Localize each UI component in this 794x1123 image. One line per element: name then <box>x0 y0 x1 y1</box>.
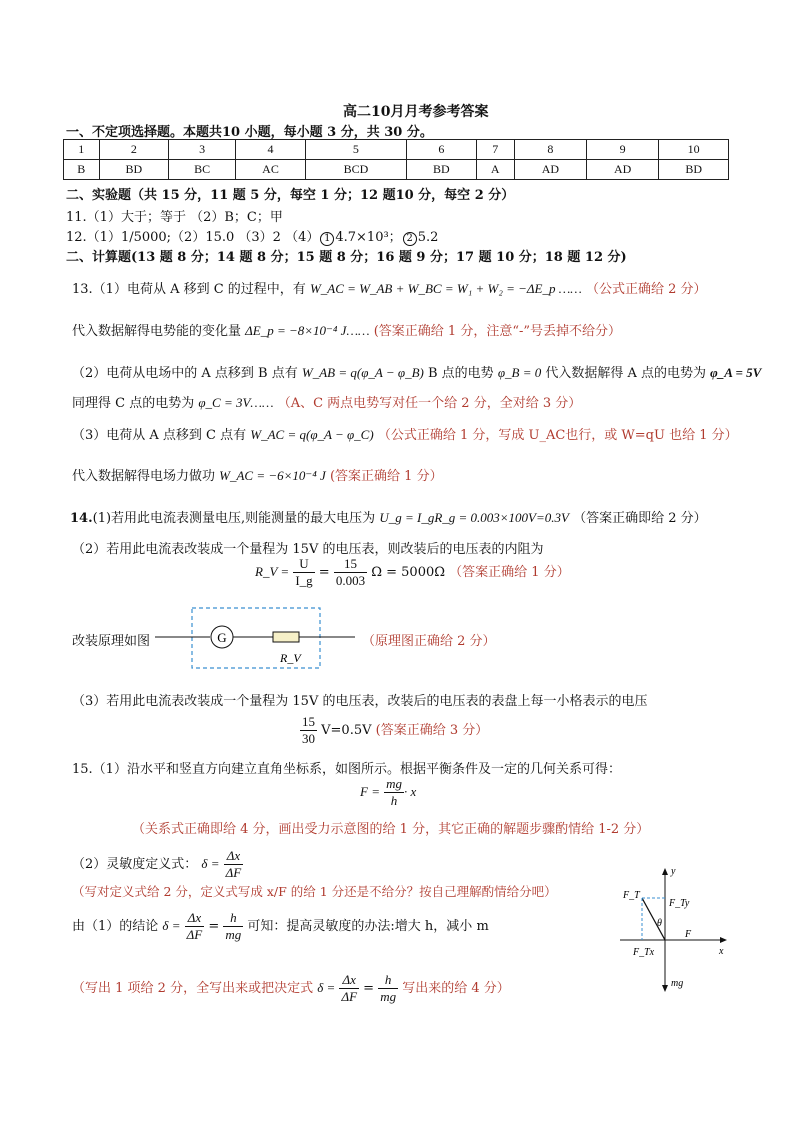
table-cell: AD <box>587 160 659 180</box>
section-2-heading: 二、实验题（共 15 分，11 题 5 分，每空 1 分；12 题10 分，每空 2 分） <box>66 188 515 203</box>
tension-x-label: F_Tx <box>633 947 655 958</box>
q14-line-1 <box>70 507 707 526</box>
page-title: 高二10月月考参考答案 <box>343 104 489 120</box>
q15-line-4: （写出 1 项给 2 分，全写出来或把决定式 δ = $\frac{\Delta x}{\Delta F}$ = $\frac{h}{mg}$ 写出来的给 4 分） <box>72 972 510 1004</box>
denominator: 30 <box>302 731 315 746</box>
q13-line-4 <box>72 392 581 411</box>
table-cell: B <box>64 160 100 180</box>
section-1-heading: 一、不定项选择题。本题共10 小题，每小题 3 分，共 30 分。 <box>66 125 433 140</box>
q13-line-3 <box>72 362 761 381</box>
table-cell: 5 <box>305 140 406 160</box>
answer-table <box>63 139 729 180</box>
equation: U_g = I_gR_g = 0.003×100V=0.3V <box>379 510 569 525</box>
table-cell: BD <box>99 160 169 180</box>
fraction <box>224 848 244 881</box>
circled-number: 1 <box>320 232 334 246</box>
text: B 点的电势 <box>427 366 494 381</box>
circuit-diagram <box>155 605 355 671</box>
resistor-label: R_V <box>280 651 301 665</box>
numerator: 15 <box>302 714 315 729</box>
scoring-note: (答案正确给 1 分） <box>329 469 443 484</box>
arrow-down-icon <box>662 985 668 992</box>
denominator: 0.003 <box>335 573 366 588</box>
table-header-row <box>64 140 729 160</box>
table-cell: AC <box>236 160 306 180</box>
text: （2）灵敏度定义式： <box>72 857 198 872</box>
scoring-note: （关系式正确即给 4 分，画出受力示意图的给 1 分，其它正确的解题步骤酌情给 1-2 分） <box>132 822 650 837</box>
q14-formula-2 <box>300 714 488 747</box>
scoring-note: （A、C 两点电势写对任一个给 2 分，全对给 3 分） <box>277 396 582 411</box>
q12-answer <box>66 226 438 246</box>
question-number: 14. <box>70 511 93 526</box>
q13-line-5 <box>72 424 738 443</box>
table-cell: 7 <box>476 140 514 160</box>
equation: W_AC = −6×10⁻⁴ J <box>219 468 326 483</box>
fraction <box>334 556 367 589</box>
equation: R_V = <box>255 564 290 579</box>
text: 13.（1）电荷从 A 移到 C 的过程中，有 <box>72 282 306 297</box>
fraction <box>300 714 317 747</box>
q15-formula-1 <box>360 776 416 809</box>
numerator: Δx <box>339 972 359 989</box>
numerator: h <box>378 972 398 989</box>
table-cell: 9 <box>587 140 659 160</box>
equation: ΔE_p = −8×10⁻⁴ J…… <box>245 323 370 338</box>
section-3-heading: 二、计算题(13 题 8 分；14 题 8 分；15 题 8 分；16 题 9 分；17 题 10 分；18 题 12 分) <box>66 250 627 265</box>
text: 可知：提高灵敏度的办法:增大 h，减小 m <box>247 919 489 934</box>
numerator: U <box>293 556 314 573</box>
q13-line-6 <box>72 465 443 484</box>
scoring-note: （答案正确给 1 分） <box>449 565 570 580</box>
scoring-note: 写出来的给 4 分） <box>402 981 510 996</box>
table-cell: 1 <box>64 140 100 160</box>
denominator: mg <box>380 989 397 1004</box>
text: (1)若用此电流表测量电压,则能测量的最大电压为 <box>92 511 376 526</box>
numerator: h <box>223 910 243 927</box>
equation: Ω = 5000Ω <box>371 565 446 580</box>
q14-formula: R_V = $\frac{U}{I\_g}$ = $\frac{15}{0.003}$ Ω = 5000Ω （答案正确给 1 分） <box>255 556 570 588</box>
fraction <box>378 972 398 1005</box>
numerator: Δx <box>224 848 244 865</box>
force-label: F <box>685 929 692 940</box>
denominator: h <box>390 793 398 808</box>
numerator: 15 <box>334 556 367 573</box>
y-axis-label: y <box>671 866 676 877</box>
scoring-note: （公式正确给 1 分，写成 U_AC也行，或 W=qU 也给 1 分） <box>377 428 738 443</box>
denominator: I_g <box>295 573 313 588</box>
tension-label: F_T <box>623 890 640 901</box>
equation: V=0.5V <box>321 723 372 738</box>
equation: W_AC = q(φ_A − φ_C) <box>250 427 374 442</box>
equation: · x <box>404 784 417 799</box>
scoring-note: (答案正确给 1 分，注意“-”号丢掉不给分） <box>373 324 622 339</box>
table-cell: 3 <box>169 140 236 160</box>
circled-number: 2 <box>403 232 417 246</box>
q14-circuit-label: 改装原理如图 <box>72 634 151 649</box>
arrow-right-icon <box>720 937 727 943</box>
table-cell: 4 <box>236 140 306 160</box>
q15-line-3: 由（1）的结论 δ = $\frac{\Delta x}{\Delta F}$ = $\frac{h}{mg}$ 可知：提高灵敏度的办法:增大 h，减小 m <box>72 910 489 942</box>
equation: W_AB = q(φ_A − φ_B) <box>301 365 424 380</box>
q14-line-2: （2）若用此电流表改装成一个量程为 15V 的电压表，则改装后的电压表的内阻为 <box>72 542 544 557</box>
text: （2）电荷从电场中的 A 点移到 B 点有 <box>72 366 298 381</box>
tension-y-label: F_Ty <box>669 898 690 909</box>
text: （3）电荷从 A 点移到 C 点有 <box>72 428 247 443</box>
denominator: ΔF <box>186 927 203 942</box>
table-answer-row <box>64 160 729 180</box>
scoring-note: (答案正确给 3 分） <box>375 723 489 738</box>
text: 同理得 C 点的电势为 <box>72 396 195 411</box>
equation: φ_B = 0 <box>497 365 542 380</box>
q13-line-1 <box>72 278 707 297</box>
x-axis-label: x <box>719 946 724 957</box>
q11-answer: 11.（1）大于；等于 （2）B；C；甲 <box>66 210 283 225</box>
table-cell: 8 <box>514 140 586 160</box>
table-cell: A <box>476 160 514 180</box>
table-cell: BD <box>659 160 729 180</box>
numerator: Δx <box>185 910 205 927</box>
equation: δ = <box>317 980 336 995</box>
resistor-icon <box>273 632 299 642</box>
arrow-up-icon <box>662 868 668 875</box>
table-cell: 10 <box>659 140 729 160</box>
text: 由（1）的结论 <box>72 919 159 934</box>
galvanometer-label: G <box>217 630 227 645</box>
numerator: mg <box>386 776 402 791</box>
text: 代入数据解得 A 点的电势为 <box>545 366 707 381</box>
q13-line-2 <box>72 320 621 339</box>
q12-text: 12.（1）1/5000;（2）15.0 （3）2 （4） <box>66 230 320 245</box>
table-cell: 6 <box>407 140 477 160</box>
equation: F = <box>360 784 380 799</box>
text: 代入数据解得电场力做功 <box>72 469 216 484</box>
force-diagram <box>615 860 735 995</box>
text: 代入数据解得电势能的变化量 <box>72 324 242 339</box>
fraction <box>293 556 314 589</box>
q14-line-3: （3）若用此电流表改装成一个量程为 15V 的电压表，改装后的电压表的表盘上每一小格表示的电压 <box>72 694 648 709</box>
q15-line-2 <box>72 848 243 881</box>
weight-label: mg <box>671 978 684 989</box>
equation: W_AC = W_AB + W_BC = W₁ + W₂ = −ΔE_p …… <box>309 281 582 296</box>
scoring-note: （答案正确即给 2 分） <box>573 511 707 526</box>
fraction <box>339 972 359 1005</box>
denominator: mg <box>225 927 242 942</box>
fraction <box>223 910 243 943</box>
equation: φ_A = 5V <box>710 365 762 380</box>
scoring-note: （写出 1 项给 2 分，全写出来或把决定式 <box>72 981 314 996</box>
denominator: ΔF <box>225 865 242 880</box>
scoring-note: （公式正确给 2 分） <box>585 282 707 297</box>
table-cell: BC <box>169 160 236 180</box>
table-cell: AD <box>514 160 586 180</box>
scoring-note: （写对定义式给 2 分，定义式写成 x/F 的给 1 分还是不给分？按自己理解酌情给分吧） <box>72 884 557 899</box>
angle-label: θ <box>657 918 662 929</box>
q12-value: 4.7×10³； <box>335 230 402 245</box>
scoring-note: （原理图正确给 2 分） <box>362 634 496 649</box>
table-cell: BCD <box>305 160 406 180</box>
fraction <box>384 776 404 809</box>
q15-line-1: 15.（1）沿水平和竖直方向建立直角坐标系，如图所示。根据平衡条件及一定的几何关系可得： <box>72 762 621 777</box>
equation: φ_C = 3V…… <box>198 395 274 410</box>
equation: δ = <box>162 918 181 933</box>
fraction <box>185 910 205 943</box>
table-cell: BD <box>407 160 477 180</box>
equation: δ = <box>201 856 220 871</box>
table-cell: 2 <box>99 140 169 160</box>
q12-value: 5.2 <box>417 230 439 245</box>
denominator: ΔF <box>341 989 358 1004</box>
